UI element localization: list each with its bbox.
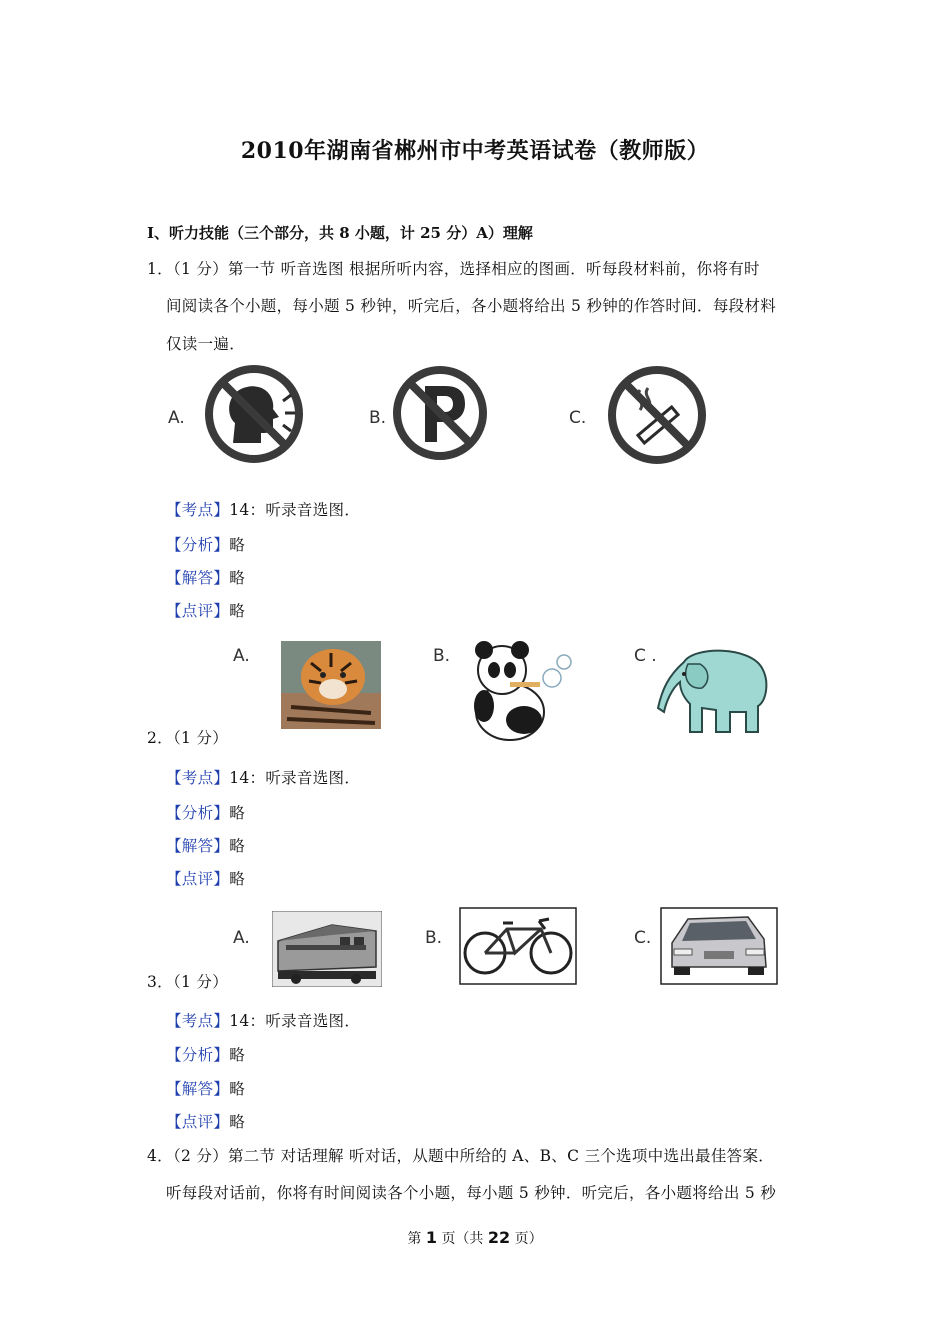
q3-dianping: [166, 1110, 245, 1132]
q2-stem: 2．（1 分）: [147, 729, 229, 747]
q2-fenxi: [166, 801, 245, 823]
footer-suffix: 页）: [514, 1231, 543, 1247]
dianping-label: 【点评】: [166, 602, 230, 620]
fenxi-label: 【分析】: [166, 804, 230, 822]
q3-option-b-label: B.: [425, 928, 443, 948]
footer-middle: 页（共: [441, 1231, 484, 1247]
dianping-value: 略: [229, 1113, 246, 1131]
panda-icon: [464, 640, 574, 744]
kaodian-value: 14：听录音选图．: [229, 1012, 361, 1030]
section-heading: I、听力技能（三个部分，共 8 小题，计 25 分）A）理解: [147, 224, 533, 242]
q1-option-b-label: B.: [369, 408, 387, 428]
footer-page-number: 1: [425, 1228, 437, 1247]
q4-line-2: 听每段对话前，你将有时间阅读各个小题，每小题 5 秒钟．听完后，各小题将给出 5 秒: [166, 1184, 777, 1202]
q1-option-c-label: C.: [569, 408, 587, 428]
q2-option-b-label: B.: [433, 646, 451, 666]
fenxi-label: 【分析】: [166, 536, 230, 554]
kaodian-label: 【考点】: [166, 1012, 230, 1030]
car-icon: [660, 907, 778, 985]
q1-line-3: 仅读一遍．: [166, 335, 246, 353]
no-smoking-icon: [606, 364, 708, 466]
dianping-label: 【点评】: [166, 870, 230, 888]
jieda-value: 略: [229, 1080, 246, 1098]
q3-kaodian: [166, 1009, 360, 1031]
fenxi-value: 略: [229, 1046, 246, 1064]
page-title: 2010年湖南省郴州市中考英语试卷（教师版）: [240, 138, 710, 164]
elephant-icon: [654, 642, 776, 738]
q3-option-c-label: C.: [634, 928, 652, 948]
q3-stem: 3．（1 分）: [147, 973, 229, 991]
kaodian-label: 【考点】: [166, 501, 230, 519]
no-talking-icon: [203, 363, 305, 465]
q3-option-a-label: A.: [233, 928, 250, 948]
q1-dianping: [166, 599, 245, 621]
q2-option-a-label: A.: [233, 646, 250, 666]
no-parking-icon: [391, 364, 489, 462]
q2-jieda: [166, 834, 245, 856]
fenxi-label: 【分析】: [166, 1046, 230, 1064]
train-icon: [272, 911, 382, 987]
kaodian-value: 14：听录音选图．: [229, 501, 361, 519]
dianping-value: 略: [229, 870, 246, 888]
q4-line-1: 4．（2 分）第二节 对话理解 听对话，从题中所给的 A、B、C 三个选项中选出最佳答案．: [147, 1147, 775, 1165]
q1-kaodian: [166, 498, 360, 520]
q2-kaodian: [166, 766, 360, 788]
tiger-icon: [281, 641, 381, 729]
kaodian-value: 14：听录音选图．: [229, 769, 361, 787]
jieda-value: 略: [229, 837, 246, 855]
q1-line-1: 1．（1 分）第一节 听音选图 根据所听内容，选择相应的图画．听每段材料前，你将有时: [147, 260, 760, 278]
dianping-value: 略: [229, 602, 246, 620]
dianping-label: 【点评】: [166, 1113, 230, 1131]
q3-jieda: [166, 1077, 245, 1099]
fenxi-value: 略: [229, 804, 246, 822]
fenxi-value: 略: [229, 536, 246, 554]
jieda-value: 略: [229, 569, 246, 587]
kaodian-label: 【考点】: [166, 769, 230, 787]
bicycle-icon: [459, 907, 577, 985]
q3-fenxi: [166, 1043, 245, 1065]
jieda-label: 【解答】: [166, 569, 230, 587]
q1-option-a-label: A.: [168, 408, 185, 428]
footer-prefix: 第: [407, 1231, 422, 1247]
q2-dianping: [166, 867, 245, 889]
footer-total-pages: 22: [487, 1228, 511, 1247]
q1-fenxi: [166, 533, 245, 555]
q1-jieda: [166, 566, 245, 588]
page-footer: [0, 1228, 950, 1248]
q2-option-c-label: C .: [634, 646, 657, 666]
jieda-label: 【解答】: [166, 1080, 230, 1098]
q1-line-2: 间阅读各个小题，每小题 5 秒钟，听完后，各小题将给出 5 秒钟的作答时间．每段材料: [166, 297, 777, 315]
jieda-label: 【解答】: [166, 837, 230, 855]
